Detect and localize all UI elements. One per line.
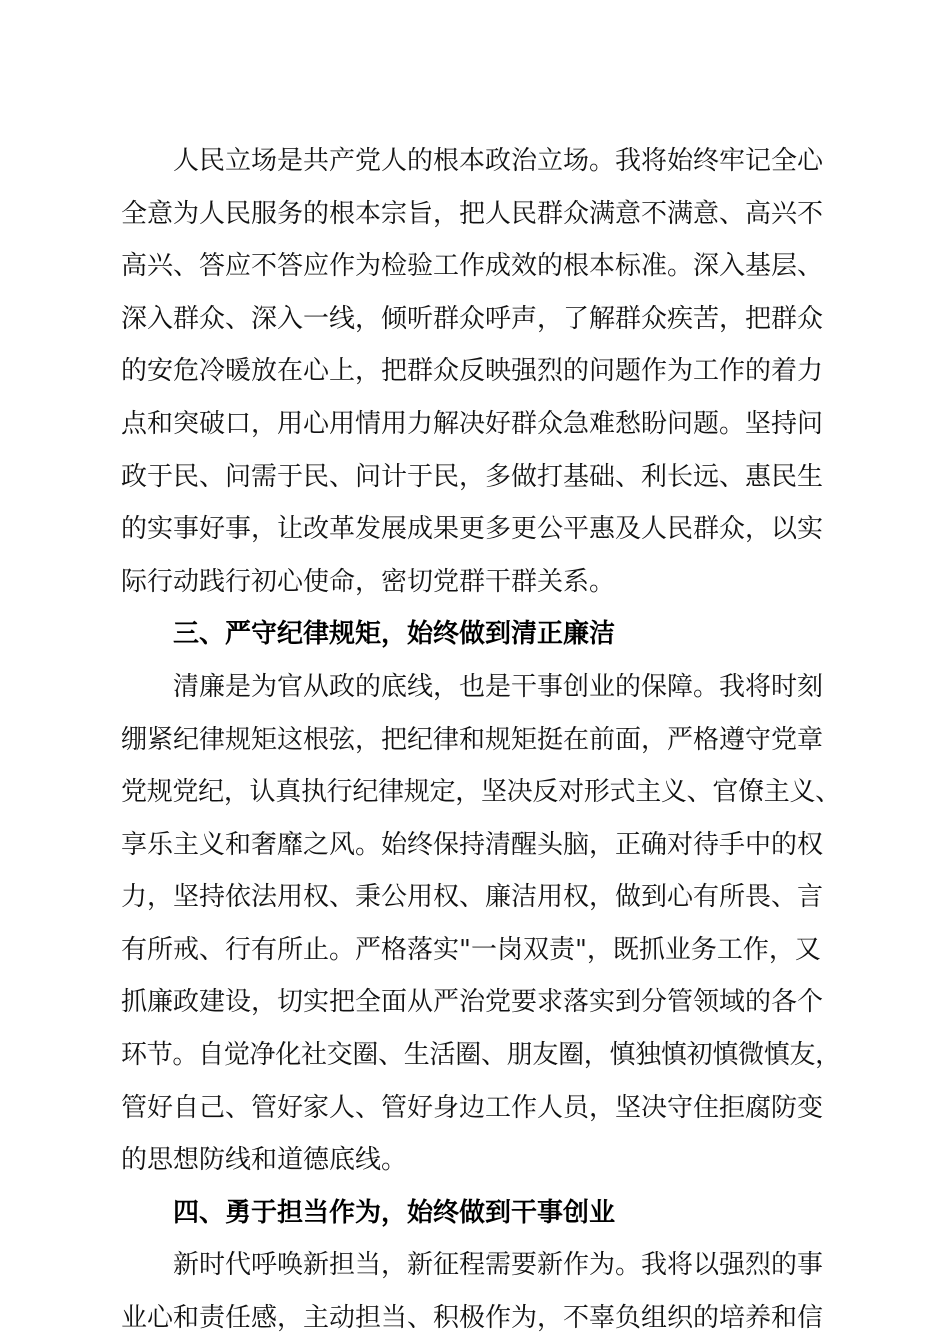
paragraph-line: 清廉是为官从政的底线，也是干事创业的保障。我将时刻 — [173, 672, 824, 702]
paragraph-line: 点和突破口，用心用情用力解决好群众急难愁盼问题。坚持问 — [121, 409, 824, 439]
paragraph-line: 管好自己、管好家人、管好身边工作人员，坚决守住拒腐防变 — [121, 1093, 824, 1123]
section-heading-text: 三、严守纪律规矩，始终做到清正廉洁 — [173, 619, 616, 649]
paragraph-line: 全意为人民服务的根本宗旨，把人民群众满意不满意、高兴不 — [121, 199, 824, 229]
paragraph-line: 际行动践行初心使命，密切党群干群关系。 — [121, 567, 616, 597]
paragraph-line: 享乐主义和奢靡之风。始终保持清醒头脑，正确对待手中的权 — [121, 830, 824, 860]
paragraph-line: 新时代呼唤新担当，新征程需要新作为。我将以强烈的事 — [173, 1250, 824, 1280]
paragraph-line: 党规党纪，认真执行纪律规定，坚决反对形式主义、官僚主义、 — [121, 777, 841, 807]
section-heading-text: 四、勇于担当作为，始终做到干事创业 — [173, 1198, 616, 1228]
paragraph-line: 人民立场是共产党人的根本政治立场。我将始终牢记全心 — [173, 146, 824, 176]
paragraph-line: 环节。自觉净化社交圈、生活圈、朋友圈，慎独慎初慎微慎友， — [121, 1040, 841, 1070]
paragraph-line: 力，坚持依法用权、秉公用权、廉洁用权，做到心有所畏、言 — [121, 882, 824, 912]
paragraph-line: 深入群众、深入一线，倾听群众呼声，了解群众疾苦，把群众 — [121, 304, 824, 334]
paragraph-line: 抓廉政建设，切实把全面从严治党要求落实到分管领域的各个 — [121, 987, 824, 1017]
paragraph-line: 的安危冷暖放在心上，把群众反映强烈的问题作为工作的着力 — [121, 356, 824, 386]
paragraph-line: 绷紧纪律规矩这根弦，把纪律和规矩挺在前面，严格遵守党章 — [121, 725, 824, 755]
paragraph-line: 政于民、问需于民、问计于民，多做打基础、利长远、惠民生 — [121, 462, 824, 492]
paragraph-line: 有所戒、行有所止。严格落实"一岗双责"，既抓业务工作，又 — [121, 935, 821, 965]
paragraph-line: 的思想防线和道德底线。 — [121, 1145, 408, 1175]
paragraph-line: 业心和责任感，主动担当、积极作为，不辜负组织的培养和信 — [121, 1303, 824, 1333]
paragraph-line: 的实事好事，让改革发展成果更多更公平惠及人民群众，以实 — [121, 514, 824, 544]
paragraph-line: 高兴、答应不答应作为检验工作成效的根本标准。深入基层、 — [121, 251, 824, 281]
